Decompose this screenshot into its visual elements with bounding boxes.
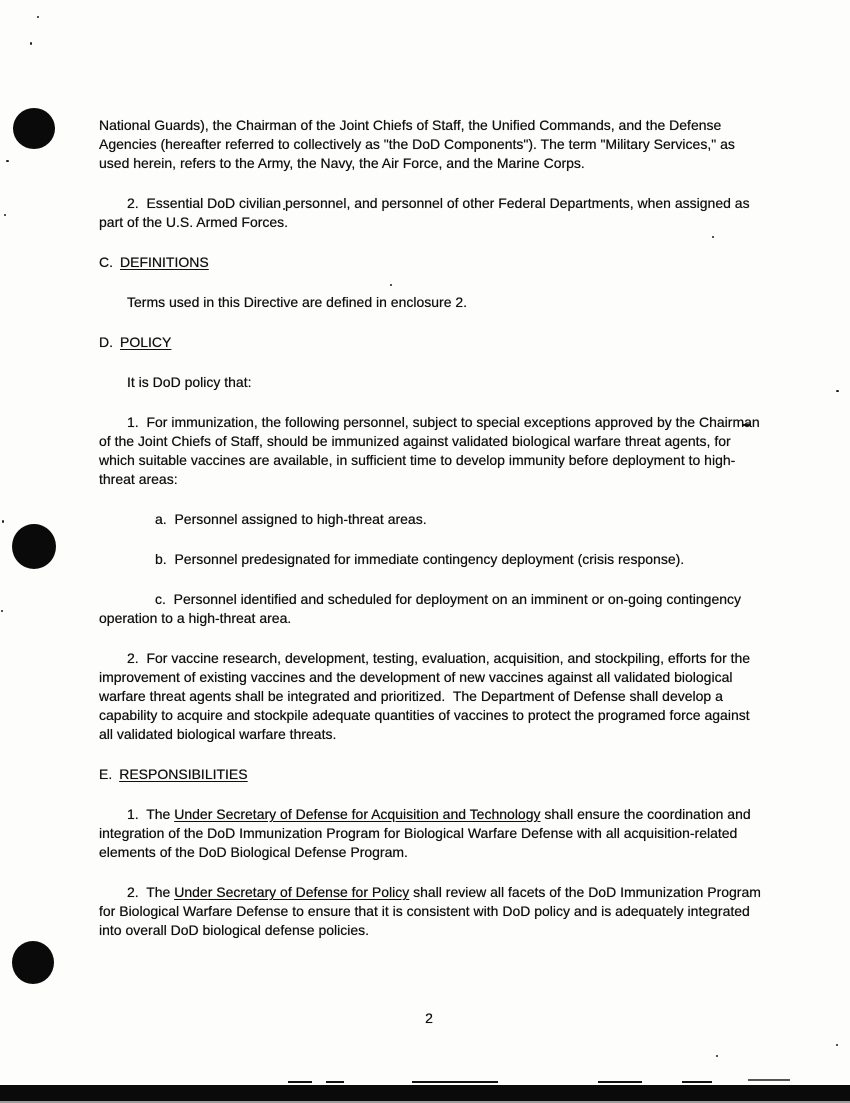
section-c-body: Terms used in this Directive are defined in enclosure 2. (127, 294, 468, 310)
scan-speckle (836, 390, 839, 392)
section-d-lead: It is DoD policy that: (127, 374, 252, 390)
scan-artifact-dash (748, 1079, 790, 1081)
scan-speckle (30, 42, 32, 45)
scan-artifact-dash (598, 1081, 642, 1083)
section-d-item-c: c. Personnel identified and scheduled for deployment on an imminent or on-going contingency operation to a high-threat area. (99, 591, 745, 626)
section-c-label: C. (99, 254, 113, 270)
scan-artifact-dash (412, 1081, 498, 1083)
section-e-heading (99, 765, 767, 784)
section-e-paragraph-2-pre: 2. The (127, 884, 175, 900)
punch-hole-mark-middle (12, 524, 56, 569)
scan-speckle (836, 1044, 838, 1046)
punch-hole-mark-bottom (12, 941, 54, 984)
section-d-label: D. (99, 334, 113, 350)
section-e-paragraph-1-post: shall ensure the coordination and integration of the DoD Immunization Program for Biological Warfare Defense with all acquisition-related elements of the DoD Biological Defense Program. (99, 806, 755, 860)
scan-speckle (2, 520, 4, 523)
section-e-paragraph-2-office: Under Secretary of Defense for Policy (174, 884, 410, 900)
section-e-paragraph-2-post: shall review all facets of the DoD Immunization Program for Biological Warfare Defense to ensure that it is consistent with DoD policy and is adequately integrated into overall DoD biological defense policies. (99, 884, 765, 938)
section-e-paragraph-1-pre: 1. The (127, 806, 175, 822)
document-body (99, 116, 767, 961)
section-e-paragraph-1 (99, 805, 767, 862)
scan-footer-bar (0, 1085, 850, 1103)
section-d-title: POLICY (120, 334, 172, 350)
section-e-label: E. (99, 766, 113, 782)
paragraph-continuation: National Guards), the Chairman of the Joint Chiefs of Staff, the Unified Commands, and the Defense Agencies (hereafter referred to collectively as "the DoD Components"). The term "Military Services," as used herein, refers to the Army, the Navy, the Air Force, and the Marine Corps. (99, 117, 739, 171)
section-e-title: RESPONSIBILITIES (119, 766, 248, 782)
scan-speckle (1, 610, 3, 612)
section-d-paragraph-2: 2. For vaccine research, development, testing, evaluation, acquisition, and stockpiling, efforts for the improvement of existing vaccines and the development of new vaccines against all validated biological warfare threat agents shall be integrated and prioritized. The Department of Defense shall develop a capability to acquire and stockpile adequate quantities of vaccines to protect the programed force against all validated biological warfare threats. (99, 650, 754, 742)
scan-speckle (716, 1055, 718, 1057)
section-e-paragraph-1-office: Under Secretary of Defense for Acquisition and Technology (174, 806, 541, 822)
scan-speckle (6, 160, 9, 162)
punch-hole-mark-top (13, 108, 55, 149)
section-e-paragraph-2 (99, 883, 767, 940)
paragraph-applicability-item-2: 2. Essential DoD civilian personnel, and personnel of other Federal Departments, when assigned as part of the U.S. Armed Forces. (99, 195, 754, 230)
section-d-item-a: a. Personnel assigned to high-threat areas. (155, 511, 427, 527)
scan-artifact-dash (326, 1081, 344, 1083)
scan-speckle (4, 214, 6, 216)
scan-speckle (37, 16, 39, 18)
section-d-paragraph-1: 1. For immunization, the following personnel, subject to special exceptions approved by the Chairman of the Joint Chiefs of Staff, should be immunized against validated biological warfare threat agents, for which suitable vaccines are available, in sufficient time to develop immunity before deployment to high-threat areas: (99, 414, 764, 487)
scan-artifact-dash (288, 1081, 312, 1083)
page-number: 2 (425, 1010, 433, 1026)
scan-artifact-dash (682, 1081, 712, 1083)
section-d-heading (99, 333, 767, 352)
section-d-item-b: b. Personnel predesignated for immediate contingency deployment (crisis response). (155, 551, 685, 567)
section-c-title: DEFINITIONS (120, 254, 209, 270)
section-c-heading (99, 253, 767, 272)
